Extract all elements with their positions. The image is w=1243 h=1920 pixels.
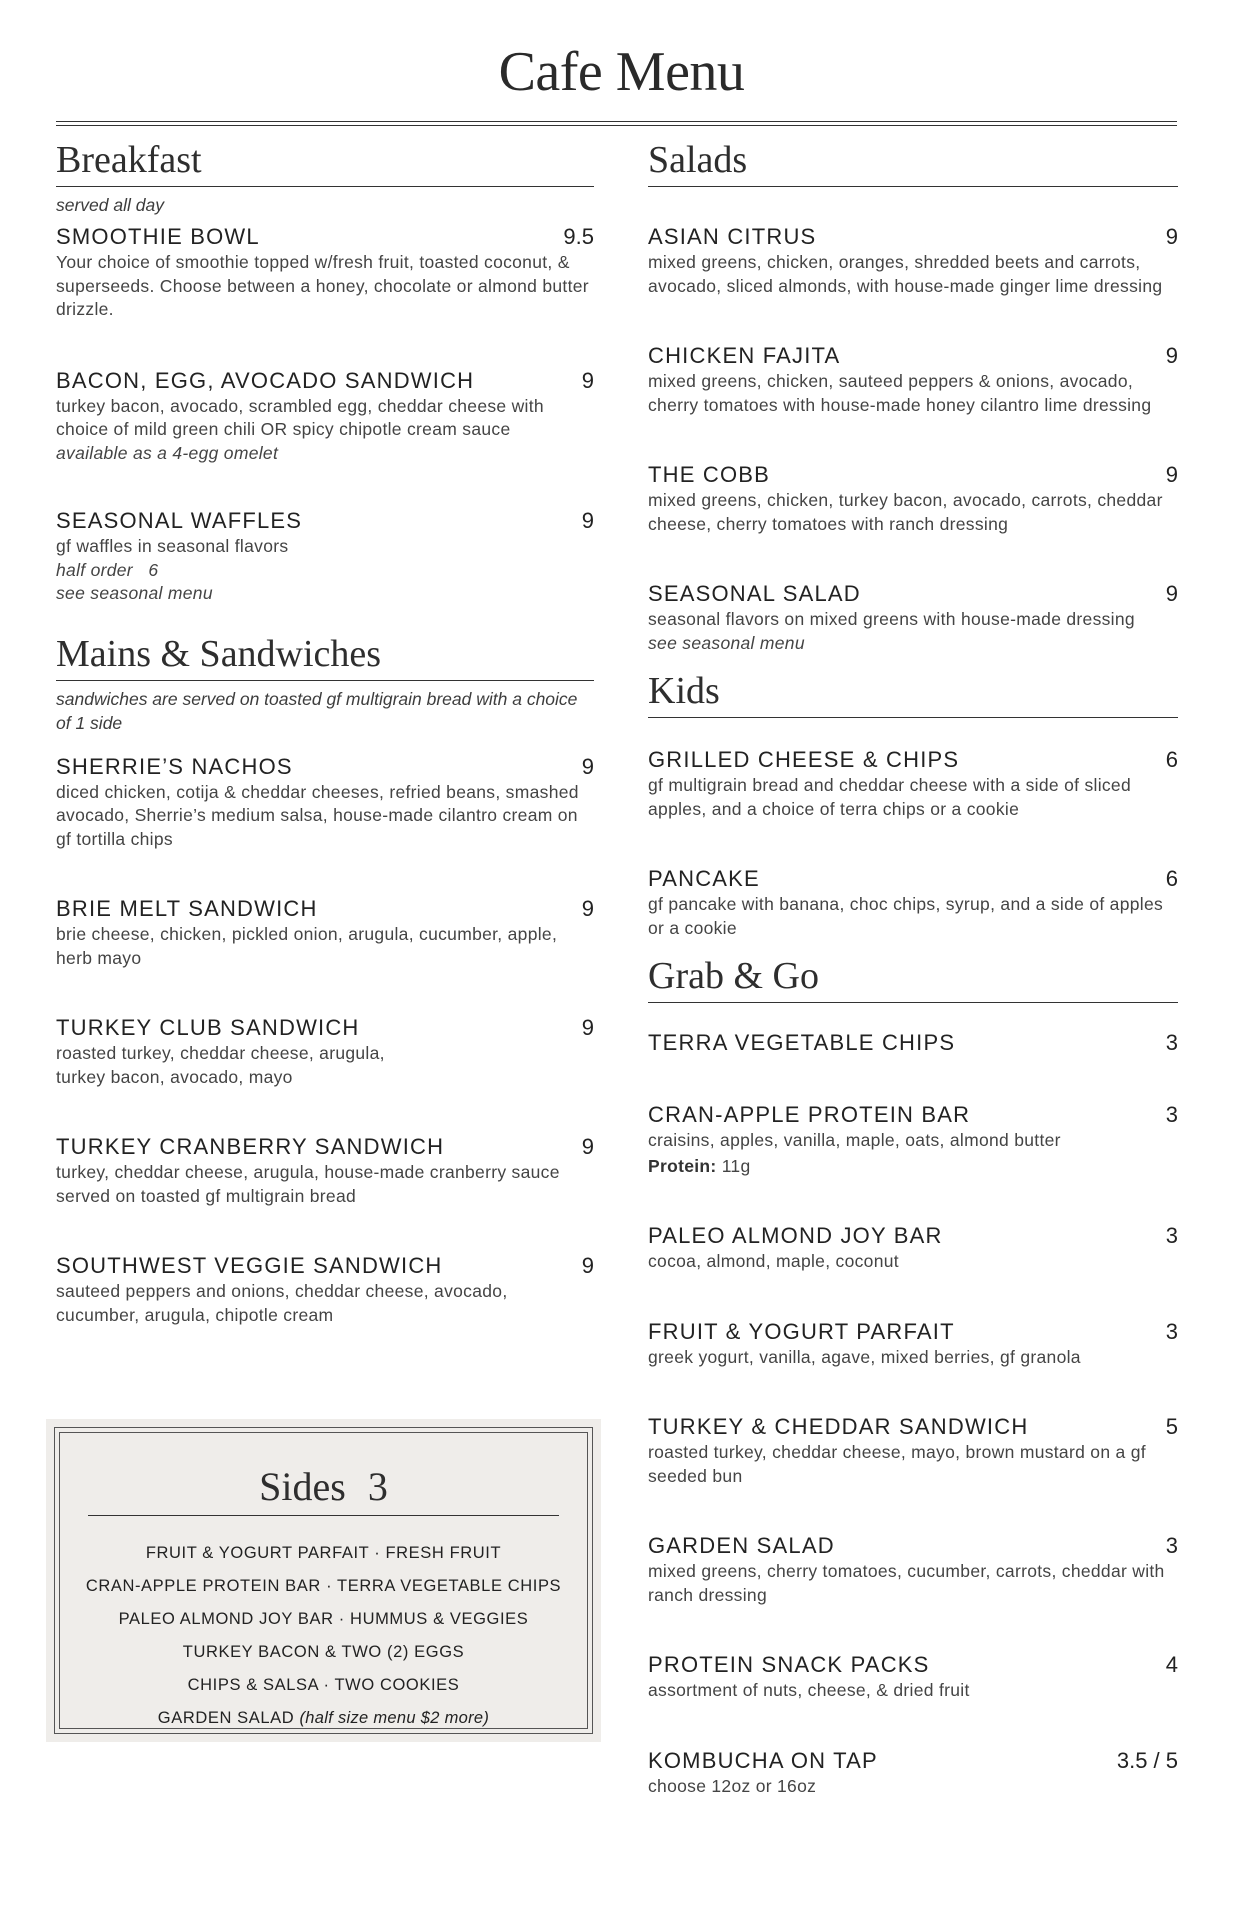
sides-panel	[46, 1419, 601, 1742]
sides-line: PALEO ALMOND JOY BAR · HUMMUS & VEGGIES	[118, 1610, 529, 1628]
item-name: SMOOTHIE BOWL	[56, 224, 260, 249]
item-price: 9	[581, 1015, 594, 1040]
mains-section	[56, 630, 594, 1328]
item-price: 4	[1165, 1652, 1178, 1677]
item-price: 9.5	[563, 224, 594, 249]
menu-item-seasonal-salad	[648, 580, 1178, 655]
section-title-grab-and-go: Grab & Go	[648, 952, 1178, 1003]
section-title-kids: Kids	[648, 667, 1178, 718]
item-price: 9	[581, 508, 594, 533]
item-name: THE COBB	[648, 462, 771, 487]
menu-item-pancake	[648, 865, 1178, 940]
item-price: 9	[1165, 343, 1178, 368]
item-name: SEASONAL WAFFLES	[56, 508, 303, 533]
item-description: sauteed peppers and onions, cheddar cheese, avocado, cucumber, arugula, chipotle cream	[56, 1281, 508, 1325]
item-price: 3	[1165, 1030, 1178, 1055]
item-description: mixed greens, chicken, sauteed peppers & onions, avocado, cherry tomatoes with house-made honey cilantro lime dressing	[648, 371, 1152, 415]
menu-item-turkey-club	[56, 1014, 594, 1089]
menu-item-the-cobb	[648, 461, 1178, 536]
sides-title	[88, 1463, 559, 1516]
menu-item-turkey-cranberry	[56, 1133, 594, 1208]
item-name: PANCAKE	[648, 866, 760, 891]
left-column	[56, 136, 594, 1327]
item-name: CHICKEN FAJITA	[648, 343, 841, 368]
item-price: 9	[1165, 224, 1178, 249]
item-price: 3	[1165, 1318, 1178, 1344]
item-price: 9	[581, 753, 594, 779]
sides-line-last	[60, 1702, 587, 1735]
item-note: half order 6	[56, 559, 159, 580]
item-name: GRILLED CHEESE & CHIPS	[648, 747, 960, 772]
item-price: 9	[1165, 581, 1178, 606]
item-note-secondary: see seasonal menu	[56, 583, 213, 603]
item-name: TURKEY CLUB SANDWICH	[56, 1015, 360, 1040]
item-description: roasted turkey, cheddar cheese, arugula,	[56, 1043, 385, 1063]
item-description: choose 12oz or 16oz	[648, 1775, 817, 1796]
menu-item-turkey-cheddar	[648, 1413, 1178, 1488]
menu-item-bacon-egg-avocado	[56, 367, 594, 466]
item-price: 3	[1165, 1533, 1178, 1558]
menu-item-terra-chips	[648, 1029, 1178, 1057]
section-title-breakfast: Breakfast	[56, 136, 594, 187]
item-name: BRIE MELT SANDWICH	[56, 896, 318, 921]
item-description: turkey, cheddar cheese, arugula, house-made cranberry sauce served on toasted gf multigrain bread	[56, 1162, 560, 1206]
item-price: 5	[1165, 1414, 1178, 1439]
item-name: FRUIT & YOGURT PARFAIT	[648, 1318, 955, 1344]
menu-item-kombucha	[648, 1747, 1178, 1799]
sides-line: FRUIT & YOGURT PARFAIT · FRESH FRUIT	[145, 1544, 502, 1562]
menu-item-cran-apple-bar	[648, 1101, 1178, 1178]
item-description: mixed greens, cherry tomatoes, cucumber, carrots, cheddar with ranch dressing	[648, 1561, 1165, 1605]
breakfast-section	[56, 136, 594, 606]
item-description: gf pancake with banana, choc chips, syrup, and a side of apples or a cookie	[648, 894, 1164, 938]
item-note: available as a 4-egg omelet	[56, 442, 279, 463]
sides-line: CHIPS & SALSA · TWO COOKIES	[187, 1676, 460, 1694]
menu-item-protein-snack-packs	[648, 1651, 1178, 1703]
item-price: 6	[1165, 866, 1178, 891]
menu-item-garden-salad	[648, 1532, 1178, 1607]
item-price: 9	[581, 367, 594, 393]
sides-inner-border	[59, 1432, 588, 1729]
item-price: 3	[1165, 1223, 1178, 1248]
menu-item-asian-citrus	[648, 223, 1178, 298]
section-note-mains: sandwiches are served on toasted gf multigrain bread with a choice of 1 side	[56, 688, 578, 733]
item-name: KOMBUCHA ON TAP	[648, 1747, 878, 1773]
item-price: 9	[581, 1134, 594, 1159]
item-protein	[648, 1155, 1178, 1179]
item-description-secondary: turkey bacon, avocado, mayo	[56, 1066, 293, 1087]
item-description: mixed greens, chicken, oranges, shredded beets and carrots, avocado, sliced almonds, with house-made ginger lime dressing	[648, 252, 1163, 296]
menu-item-chicken-fajita	[648, 342, 1178, 417]
item-description: greek yogurt, vanilla, agave, mixed berries, gf granola	[648, 1346, 1081, 1367]
item-description: gf multigrain bread and cheddar cheese with a side of sliced apples, and a choice of terra chips or a cookie	[648, 775, 1131, 819]
item-description: gf waffles in seasonal flavors	[56, 536, 289, 556]
protein-value: 11g	[721, 1155, 751, 1176]
item-name: SOUTHWEST VEGGIE SANDWICH	[56, 1253, 443, 1278]
menu-item-sherries-nachos	[56, 753, 594, 852]
kids-section	[648, 667, 1178, 940]
salads-section	[648, 136, 1178, 655]
menu-item-smoothie-bowl	[56, 223, 594, 322]
protein-label: Protein:	[648, 1155, 717, 1176]
sides-price: 3	[367, 1464, 388, 1509]
item-price: 9	[581, 1253, 594, 1278]
item-description: brie cheese, chicken, pickled onion, arugula, cucumber, apple, herb mayo	[56, 924, 558, 968]
sides-line: TURKEY BACON & TWO (2) EGGS	[182, 1643, 465, 1661]
item-name: TURKEY & CHEDDAR SANDWICH	[648, 1414, 1029, 1439]
item-price: 3	[1165, 1102, 1178, 1127]
menu-item-southwest-veggie	[56, 1252, 594, 1327]
item-name: BACON, EGG, AVOCADO SANDWICH	[56, 367, 475, 393]
item-name: SEASONAL SALAD	[648, 581, 861, 606]
item-description: craisins, apples, vanilla, maple, oats, almond butter	[648, 1130, 1061, 1150]
menu-title: Cafe Menu	[498, 41, 745, 103]
menu-item-paleo-almond-joy	[648, 1222, 1178, 1274]
item-description: assortment of nuts, cheese, & dried fruit	[648, 1680, 970, 1700]
section-title-salads: Salads	[648, 136, 1178, 187]
item-name: TERRA VEGETABLE CHIPS	[648, 1030, 956, 1055]
section-title-mains: Mains & Sandwiches	[56, 630, 594, 681]
sides-line: CRAN-APPLE PROTEIN BAR · TERRA VEGETABLE CHIPS	[85, 1577, 562, 1595]
item-description: turkey bacon, avocado, scrambled egg, cheddar cheese with choice of mild green chili OR spicy chipotle cream sauce	[56, 395, 544, 439]
item-name: PALEO ALMOND JOY BAR	[648, 1223, 943, 1248]
item-name: PROTEIN SNACK PACKS	[648, 1652, 930, 1677]
item-description: mixed greens, chicken, turkey bacon, avocado, carrots, cheddar cheese, cherry tomatoes with ranch dressing	[648, 490, 1163, 534]
right-column	[648, 136, 1178, 1798]
menu-item-seasonal-waffles	[56, 507, 594, 606]
sides-outer-border	[54, 1427, 593, 1734]
section-note-breakfast: served all day	[56, 195, 164, 215]
sides-list	[60, 1537, 587, 1735]
item-name: GARDEN SALAD	[648, 1533, 835, 1558]
menu-item-fruit-yogurt-parfait	[648, 1318, 1178, 1370]
item-description: diced chicken, cotija & cheddar cheeses, refried beans, smashed avocado, Sherrie’s medium salsa, house-made cilantro cream on gf tortilla chips	[56, 781, 579, 849]
item-description: seasonal flavors on mixed greens with house-made dressing	[648, 609, 1135, 629]
item-note: see seasonal menu	[648, 632, 805, 653]
title-divider	[56, 121, 1177, 126]
item-name: TURKEY CRANBERRY SANDWICH	[56, 1134, 445, 1159]
item-price: 6	[1165, 747, 1178, 772]
grab-and-go-section	[648, 952, 1178, 1798]
item-name: CRAN-APPLE PROTEIN BAR	[648, 1102, 971, 1127]
item-description: roasted turkey, cheddar cheese, mayo, brown mustard on a gf seeded bun	[648, 1442, 1146, 1486]
sides-title-label: Sides	[259, 1464, 346, 1509]
item-name: SHERRIE’S NACHOS	[56, 753, 293, 779]
item-price: 9	[581, 896, 594, 921]
item-price: 3.5 / 5	[1116, 1747, 1178, 1773]
item-description: cocoa, almond, maple, coconut	[648, 1251, 899, 1271]
item-description: Your choice of smoothie topped w/fresh fruit, toasted coconut, & superseeds. Choose between a honey, chocolate or almond butter drizzle.	[56, 252, 589, 319]
sides-line-note: (half size menu $2 more)	[299, 1709, 490, 1727]
sides-line-label: GARDEN SALAD	[157, 1709, 295, 1727]
menu-item-brie-melt	[56, 895, 594, 970]
item-name: ASIAN CITRUS	[648, 224, 817, 249]
item-price: 9	[1165, 462, 1178, 487]
menu-item-grilled-cheese	[648, 746, 1178, 821]
